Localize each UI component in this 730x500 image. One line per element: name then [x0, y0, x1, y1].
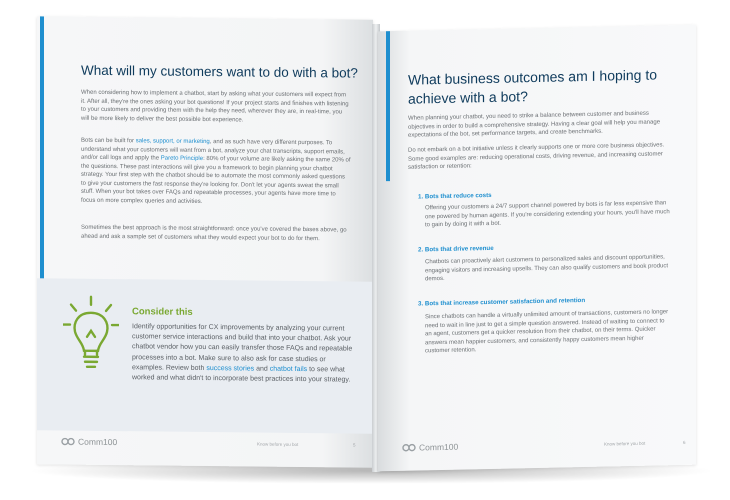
- comm100-logo-icon: [402, 444, 416, 452]
- footer-text: Know before you bot: [604, 440, 646, 447]
- comm100-logo-icon: [61, 437, 75, 445]
- logo-text: Comm100: [419, 441, 459, 453]
- callout-title: Consider this: [132, 306, 193, 318]
- right-footer: [378, 437, 696, 464]
- consider-this-callout: [37, 278, 373, 434]
- left-intro-paragraph: When considering how to implement a chatbot, start by asking what your customers will expect from it. After all, they're the ones asking your bot questions! If your project starts and finishes with listening to your customers and providing them with the help they need, wherever they are, in real-time, you will be more likely to deliver the best possible bot experience.: [81, 89, 349, 123]
- right-objectives-paragraph: Do not embark on a bot initiative unless it clearly supports one or more core business objectives. Some good examples are: reducing operational costs, driving revenue, and increasing customer satisfaction or retention:: [408, 142, 665, 171]
- right-page: [378, 25, 696, 472]
- text-span: : 80% of your volume are likely asking the same 20% of the questions. These past interactions will give you a framework to begin planning your chatbot strategy. Your first step with the chatbot should be to automate the most commonly asked questions to give your customers the fast response they're looking for. Don't let your agents sweat the small stuff. When your bot takes over FAQs and repeatable processes, your agents have more time to focus on more complex queries and activities.: [81, 155, 351, 205]
- comm100-logo: [402, 442, 458, 453]
- drive-revenue-paragraph: Chatbots can proactively alert customers to personalized sales and discount opportunities, engaging visitors and increasing upsells. They can also qualify customers and book product demos.: [425, 254, 669, 283]
- subheading-increase-satisfaction: 3. Bots that increase customer satisfaction and retention: [418, 296, 586, 308]
- footer-text: Know before you bot: [257, 441, 299, 447]
- text-span: , and as such have very different purposes. To understand what your customers will want from a bot, analyze your chat transcripts, support emails, and/or call logs and apply the: [81, 139, 345, 162]
- accent-bar: [386, 31, 390, 181]
- subheading-reduce-costs: 1. Bots that reduce costs: [418, 191, 492, 201]
- success-stories-link[interactable]: success stories: [206, 364, 255, 373]
- left-page: [37, 16, 373, 468]
- text-span: and: [254, 365, 270, 373]
- accent-bar: [40, 16, 44, 294]
- callout-body: [132, 322, 358, 386]
- left-closing-paragraph: Sometimes the best approach is the most straightforward: once you've covered the bases above, go ahead and ask a sample set of customers what they would expect your bot to do for them.: [81, 224, 347, 242]
- comm100-logo: [61, 436, 117, 447]
- increase-satisfaction-paragraph: Since chatbots can handle a virtually unlimited amount of transactions, customers no longer need to wait in line just to get a simple question answered. Instead of waiting to connect to an agent, customers get a quicker resolution from their chatbot, on their terms. Quicker answers mean happier customers, and consistently happy customers mean higher customer retention.: [425, 309, 669, 355]
- page-number: 6: [683, 439, 686, 445]
- pareto-principle-link[interactable]: Pareto Principle: [160, 155, 204, 162]
- subheading-drive-revenue: 2. Bots that drive revenue: [418, 244, 494, 254]
- right-page-heading: What business outcomes am I hoping to achieve with a bot?: [408, 66, 658, 107]
- page-number: 5: [353, 442, 356, 448]
- sales-support-marketing-link[interactable]: sales, support, or marketing: [135, 138, 210, 146]
- left-page-heading: What will my customers want to do with a bot?: [81, 62, 358, 81]
- left-footer: [37, 436, 373, 460]
- chatbot-fails-link[interactable]: chatbot fails: [269, 365, 308, 373]
- logo-text: Comm100: [78, 436, 118, 448]
- text-span: Bots can be built for: [81, 137, 136, 145]
- lightbulb-icon: [63, 295, 119, 386]
- text-span: Identify opportunities for CX improvements by analyzing your current customer service interactions and build that into your chatbot. Ask your chatbot vendor how you can easily transfer those FAQs and repeatable processes into a bot. Make sure to also ask for case studies or examples. Review both: [132, 323, 353, 372]
- reduce-costs-paragraph: Offering your customers a 24/7 support channel powered by bots is far less expensive than one powered by human agents. If you're considering extending your hours, you'll have much to gain by doing it with a bot.: [425, 200, 670, 229]
- text-span: to see what worked and what didn't to incorporate best practices into your strategy.: [132, 365, 351, 384]
- left-bots-purpose-paragraph: [81, 137, 351, 208]
- right-intro-paragraph: When planning your chatbot, you need to strike a balance between customer and business objectives in order to build a comprehensive strategy. Having a clear goal will help you manage expectations of the bot, set performance targets, and create benchmarks.: [408, 110, 661, 139]
